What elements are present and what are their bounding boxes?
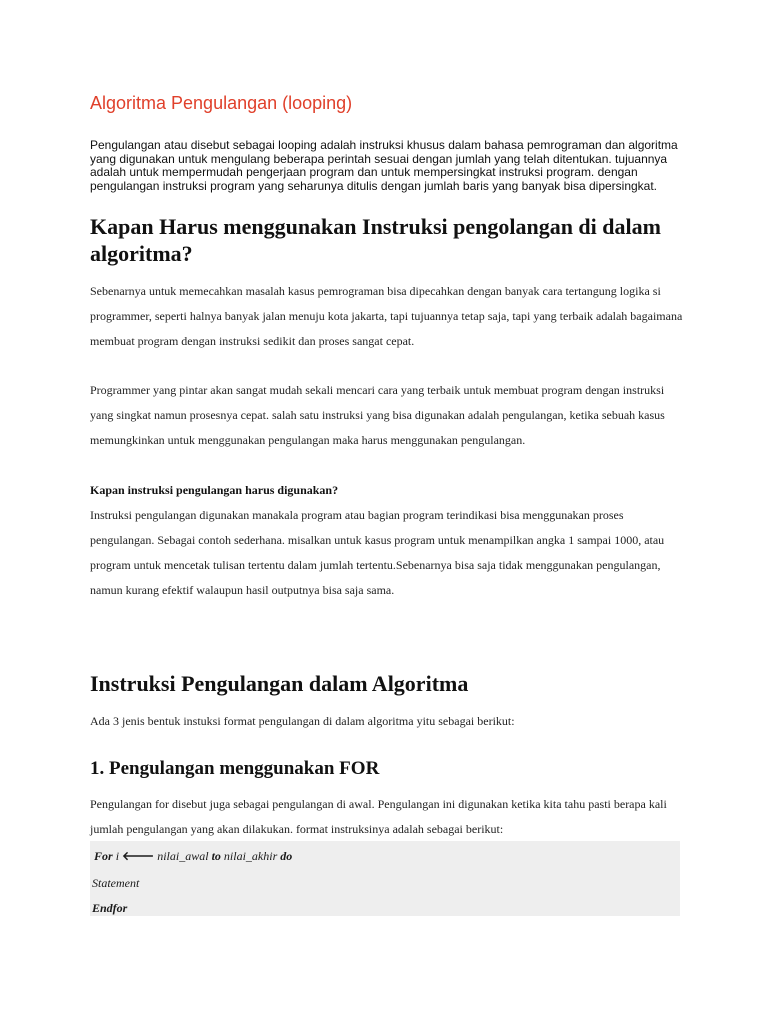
paragraph-2: Programmer yang pintar akan sangat mudah sekali mencari cara yang terbaik untuk membuat program dengan instruksi yang singkat namun prosesnya cepat. salah satu instruksi yang bisa digunakan adalah pengulangan, ketika sebuah kasus memungkinkan untuk menggunakan pengulangan maka harus menggunakan pengulangan. bbox=[90, 383, 665, 447]
paragraph-3: Instruksi pengulangan digunakan manakala program atau bagian program terindikasi bisa menggunakan proses pengulangan. Sebagai contoh sederhana. misalkan untuk kasus program untuk menampilkan angka 1 sampai 1000, atau program untuk mencetak tulisan tertentu dalam jumlah tertentu.Sebenarnya bisa saja tidak menggunakan pengulangan, namun kurang efektif walaupun hasil outputnya bisa saja sama. bbox=[90, 508, 665, 597]
code-line-for: For i 🡐 nilai_awal to nilai_akhir do bbox=[94, 849, 293, 863]
paragraph-4: Ada 3 jenis bentuk instuksi format pengulangan di dalam algoritma yitu sebagai berikut: bbox=[90, 714, 515, 728]
code-block bbox=[90, 841, 680, 916]
code-line-statement: Statement bbox=[92, 876, 140, 890]
code-line-endfor: Endfor bbox=[92, 901, 128, 915]
intro-paragraph: Pengulangan atau disebut sebagai looping adalah instruksi khusus dalam bahasa pemrograman dan algoritma yang digunakan untuk mengulang beberapa perintah sesuai dengan jumlah yang telah ditentukan. tujuannya adalah untuk mempermudah pengerjaan program dan untuk mempersingkat instruksi program. dengan pengulangan instruksi program yang seharunya ditulis dengan jumlah baris yang banyak bisa dipersingkat. bbox=[90, 138, 678, 193]
paragraph-1: Sebenarnya untuk memecahkan masalah kasus pemrograman bisa dipecahkan dengan banyak cara tertangung logika si programmer, seperti halnya banyak jalan menuju kota jakarta, tapi tujuannya tetap saja, tapi yang terbaik adalah bagaimana membuat program dengan instruksi sedikit dan proses sangat cepat. bbox=[90, 284, 683, 348]
paragraph-5: Pengulangan for disebut juga sebagai pengulangan di awal. Pengulangan ini digunakan ketika kita tahu pasti berapa kali jumlah pengulangan yang akan dilakukan. format instruksinya adalah sebagai berikut: bbox=[90, 797, 667, 836]
left-arrow-icon: 🡐 bbox=[122, 849, 155, 863]
section-heading-when: Kapan Harus menggunakan Instruksi pengolangan di dalam algoritma? bbox=[90, 214, 661, 266]
subheading-for-loop: 1. Pengulangan menggunakan FOR bbox=[90, 758, 380, 779]
page-title: Algoritma Pengulangan (looping) bbox=[90, 93, 353, 113]
subheading-when-used: Kapan instruksi pengulangan harus digunakan? bbox=[90, 483, 339, 497]
section-heading-instructions: Instruksi Pengulangan dalam Algoritma bbox=[90, 671, 469, 696]
